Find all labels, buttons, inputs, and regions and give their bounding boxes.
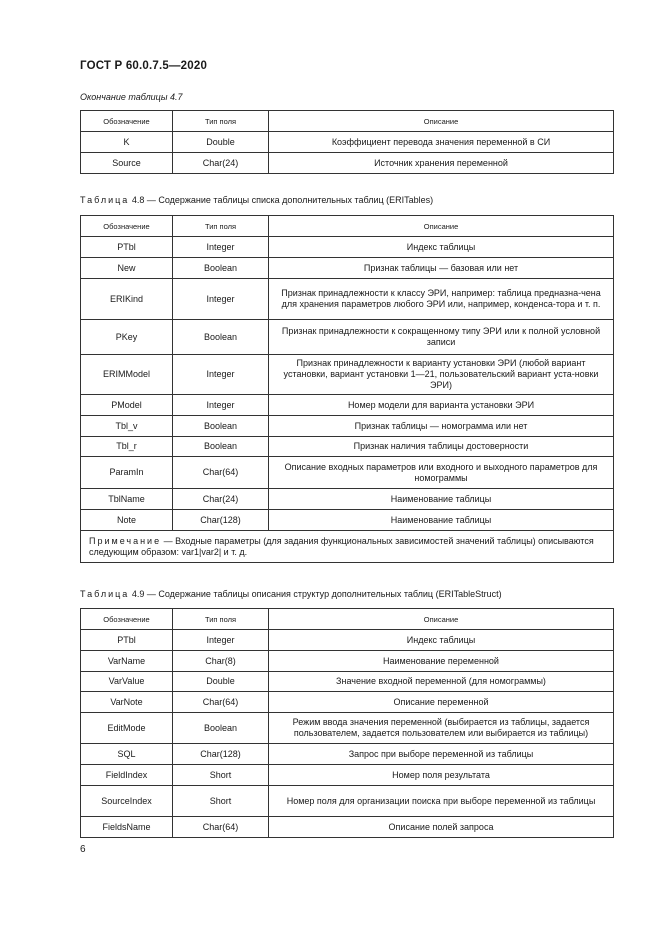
cell-name: ERIMModel (81, 355, 173, 395)
cell-name: PTbl (81, 237, 173, 258)
cell-type: Char(64) (173, 457, 269, 489)
cell-name: SQL (81, 744, 173, 765)
cell-desc: Наименование переменной (269, 651, 614, 672)
cell-type: Boolean (173, 416, 269, 437)
column-header-desc: Описание (269, 111, 614, 132)
cell-name: K (81, 132, 173, 153)
table-header-row (81, 111, 614, 132)
cell-type: Double (173, 672, 269, 692)
cell-type: Integer (173, 279, 269, 320)
cell-type: Boolean (173, 713, 269, 744)
table-row (81, 672, 614, 692)
column-header-type: Тип поля (173, 609, 269, 630)
cell-name: ParamIn (81, 457, 173, 489)
column-header-type: Тип поля (173, 216, 269, 237)
cell-type: Double (173, 132, 269, 153)
table-row (81, 744, 614, 765)
cell-name: PModel (81, 395, 173, 416)
column-header-name: Обозначение (81, 609, 173, 630)
cell-name: VarName (81, 651, 173, 672)
cell-type: Char(64) (173, 817, 269, 838)
cell-name: VarValue (81, 672, 173, 692)
cell-desc: Признак таблицы — базовая или нет (269, 258, 614, 279)
cell-type: Short (173, 786, 269, 817)
table-row (81, 153, 614, 174)
cell-desc: Наименование таблицы (269, 510, 614, 531)
table-4-8 (80, 215, 614, 563)
cell-name: VarNote (81, 692, 173, 713)
cell-desc: Признак таблицы — номограмма или нет (269, 416, 614, 437)
table-row (81, 132, 614, 153)
document-header: ГОСТ Р 60.0.7.5—2020 (80, 60, 208, 72)
cell-desc: Индекс таблицы (269, 237, 614, 258)
caption-text: 4.8 — Содержание таблицы списка дополнительных таблиц (ERITables) (131, 195, 434, 205)
table-4-9-caption (80, 589, 502, 599)
table-row (81, 437, 614, 457)
table-row (81, 630, 614, 651)
table-row (81, 713, 614, 744)
table-row (81, 395, 614, 416)
cell-type: Char(128) (173, 744, 269, 765)
table-row (81, 355, 614, 395)
cell-desc: Описание полей запроса (269, 817, 614, 838)
cell-desc: Признак принадлежности к классу ЭРИ, например: таблица предназна-чена для хранения параметров любого ЭРИ или, например, конденса-тора и т. п. (269, 279, 614, 320)
table-4-7-caption: Окончание таблицы 4.7 (80, 92, 183, 102)
cell-desc: Номер поля для организации поиска при выборе переменной из таблицы (269, 786, 614, 817)
table-header-row (81, 609, 614, 630)
cell-desc: Значение входной переменной (для номограммы) (269, 672, 614, 692)
cell-name: TblName (81, 489, 173, 510)
cell-type: Boolean (173, 437, 269, 457)
column-header-type: Тип поля (173, 111, 269, 132)
cell-type: Boolean (173, 320, 269, 355)
table-row (81, 457, 614, 489)
note-text: — Входные параметры (для задания функциональных зависимостей значений таблицы) описываются следующим образом: var1|var2| и т. д. (89, 535, 594, 557)
table-row (81, 237, 614, 258)
cell-desc: Коэффициент перевода значения переменной в СИ (269, 132, 614, 153)
cell-name: Tbl_v (81, 416, 173, 437)
cell-desc: Признак наличия таблицы достоверности (269, 437, 614, 457)
cell-name: Tbl_r (81, 437, 173, 457)
cell-type: Boolean (173, 258, 269, 279)
table-row (81, 320, 614, 355)
table-row (81, 258, 614, 279)
table-row (81, 765, 614, 786)
column-header-name: Обозначение (81, 111, 173, 132)
table-4-9 (80, 608, 614, 838)
cell-name: Note (81, 510, 173, 531)
cell-type: Char(24) (173, 153, 269, 174)
cell-name: SourceIndex (81, 786, 173, 817)
cell-desc: Номер модели для варианта установки ЭРИ (269, 395, 614, 416)
cell-type: Integer (173, 630, 269, 651)
table-row (81, 489, 614, 510)
table-row (81, 279, 614, 320)
cell-type: Char(24) (173, 489, 269, 510)
cell-desc: Признак принадлежности к сокращенному типу ЭРИ или к полной условной записи (269, 320, 614, 355)
caption-prefix: Таблица (80, 195, 130, 205)
cell-name: Source (81, 153, 173, 174)
cell-desc: Индекс таблицы (269, 630, 614, 651)
table-note (81, 531, 614, 563)
cell-type: Integer (173, 355, 269, 395)
table-header-row (81, 216, 614, 237)
cell-desc: Описание входных параметров или входного и выходного параметров для номограммы (269, 457, 614, 489)
note-label: Примечание (89, 535, 162, 546)
cell-desc: Запрос при выборе переменной из таблицы (269, 744, 614, 765)
cell-type: Integer (173, 395, 269, 416)
table-4-7 (80, 110, 614, 174)
cell-name: FieldIndex (81, 765, 173, 786)
cell-desc: Номер поля результата (269, 765, 614, 786)
cell-desc: Признак принадлежности к варианту установки ЭРИ (любой вариант установки, вариант установки 1—21, пользовательский вариант уста-новки ЭРИ) (269, 355, 614, 395)
cell-name: PKey (81, 320, 173, 355)
cell-type: Short (173, 765, 269, 786)
cell-type: Char(128) (173, 510, 269, 531)
cell-name: New (81, 258, 173, 279)
cell-desc: Источник хранения переменной (269, 153, 614, 174)
column-header-name: Обозначение (81, 216, 173, 237)
table-row (81, 416, 614, 437)
cell-desc: Наименование таблицы (269, 489, 614, 510)
table-row (81, 817, 614, 838)
cell-type: Char(8) (173, 651, 269, 672)
table-4-8-caption (80, 195, 433, 205)
cell-name: EditMode (81, 713, 173, 744)
cell-type: Integer (173, 237, 269, 258)
cell-name: ERIKind (81, 279, 173, 320)
table-row (81, 651, 614, 672)
table-row (81, 510, 614, 531)
table-note-row (81, 531, 614, 563)
cell-type: Char(64) (173, 692, 269, 713)
page-number: 6 (80, 844, 86, 855)
cell-desc: Режим ввода значения переменной (выбирается из таблицы, задается пользователем, задается пользователем или выбирается из таблицы) (269, 713, 614, 744)
cell-name: FieldsName (81, 817, 173, 838)
cell-name: PTbl (81, 630, 173, 651)
column-header-desc: Описание (269, 216, 614, 237)
column-header-desc: Описание (269, 609, 614, 630)
caption-text: 4.9 — Содержание таблицы описания структур дополнительных таблиц (ERITableStruct) (131, 589, 502, 599)
caption-prefix: Таблица (80, 589, 130, 599)
table-row (81, 786, 614, 817)
cell-desc: Описание переменной (269, 692, 614, 713)
table-row (81, 692, 614, 713)
